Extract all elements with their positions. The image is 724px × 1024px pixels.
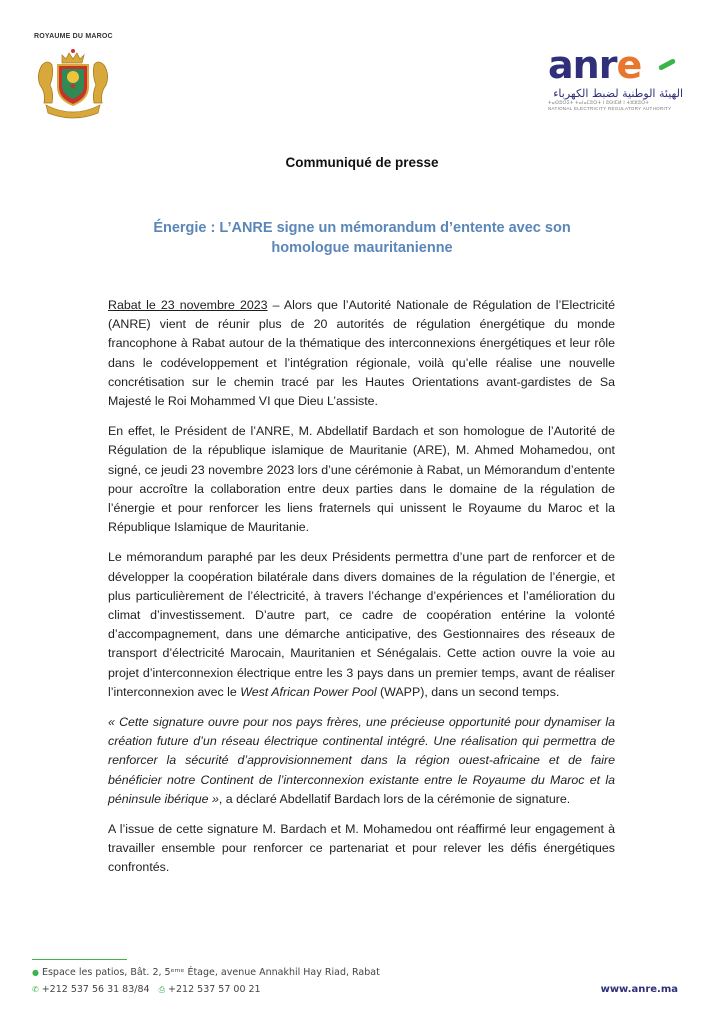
paragraph-4-quote: « Cette signature ouvre pour nos pays frères, une précieuse opportunité pour dynamiser la création future d’un réseau électrique continental intégré. Une réalisation qui permettra de renforcer la sécurité d’approvisionnement dans la région ouest-africaine et de faire bénéficier notre Continent de l’interconnexion existante entre le Royaume du Maroc et la péninsule ibérique », a déclaré Abdellatif Bardach lors de la cérémonie de signature. [108, 715, 615, 806]
dateline: Rabat le 23 novembre 2023 [108, 298, 268, 312]
anre-tifinagh-name: ⵜⴰⵙⵓⵔⵉⵜ ⵜⴰⵏⴰⵎⵓⵔⵜ ⵏ ⵓⵙⵏⵎⵍ ⵏ ⵜⵣⵣⵓⵔⵜ [548, 100, 650, 105]
headline-line-1: Énergie : L’ANRE signe un mémorandum d’entente avec son [153, 220, 571, 236]
paragraph-2: En effet, le Président de l’ANRE, M. Abdellatif Bardach et son homologue de l’Autorité de Régulation de la république islamique de Mauritanie (ARE), M. Ahmed Mohamedou, ont signé, ce jeudi 23 novembre 2023 lors d’une cérémonie à Rabat, un Mémorandum d’entente pour accroître la collaboration entre deux parties dans le domaine de la régulation de l’énergie et pour renforcer les liens fraternels qui unissent le Royaume du Maroc et la République Islamique de Mauritanie. [108, 424, 615, 535]
phone-number: +212 537 56 31 83/84 [41, 984, 150, 995]
headline-line-2: homologue mauritanienne [271, 240, 453, 256]
coat-of-arms-icon [34, 45, 112, 123]
document-type-heading: Communiqué de presse [285, 155, 439, 170]
press-release-body [108, 296, 615, 889]
anre-english-name: NATIONAL ELECTRICITY REGULATORY AUTHORITY [548, 106, 672, 111]
phone-icon: ✆ [32, 985, 39, 994]
paragraph-3: Le mémorandum paraphé par les deux Présidents permettra d’une part de renforcer et de développer la coopération bilatérale dans divers domaines de la régulation de l’énergie, et plus particulièrement de l’électricité, à travers l’échange d’expériences et l’amélioration du climat d’investissement. D’autre part, ce cadre de coopération entérine la volonté d’accompagnement, dans une démarche anticipative, des Gestionnaires des réseaux de transport d’électricité Marocain, Mauritanien et Sénégalais. Cette action ouvre la voie au projet d’interconnexion électrique entre les 3 pays dans un premier temps, avant de réaliser l’interconnexion avec le West African Power Pool (WAPP), dans un second temps. [108, 550, 615, 699]
kingdom-label: ROYAUME DU MAROC [34, 33, 113, 40]
wapp-name: West African Power Pool [240, 684, 377, 699]
footer-address: ● Espace les patios, Bât. 2, 5ᵉᵐᵉ Étage, avenue Annakhil Hay Riad, Rabat [32, 967, 380, 978]
paragraph-1: Rabat le 23 novembre 2023 – Alors que l’Autorité Nationale de Régulation de l’Electricité (ANRE) vient de réunir plus de 20 autorités de régulation énergétique du monde francophone à Rabat autour de la thématique des interconnexions énergétiques et leur rôle dans le codéveloppement et l’intégration régionale, voilà qu’elle réalise une nouvelle concrétisation sur le chemin tracé par les Hautes Orientations avant-gardistes de Sa Majesté le Roi Mohammed VI que Dieu L’assiste. [108, 298, 615, 409]
location-pin-icon: ● [32, 968, 39, 977]
anre-green-dash-icon [658, 58, 676, 71]
anre-arabic-name: الهيئة الوطنية لضبط الكهرباء [553, 87, 683, 100]
quote: « Cette signature ouvre pour nos pays frères, une précieuse opportunité pour dynamiser la création future d’un réseau électrique continental intégré. Une réalisation qui permettra de renforcer la sécurité d’approvisionnement dans la région ouest-africaine et de faire bénéficier notre Continent de l’interconnexion existante entre le Royaume du Maroc et la péninsule ibérique » [108, 715, 615, 806]
anre-logo [548, 43, 683, 112]
footer-divider [32, 959, 127, 960]
press-release-headline [120, 218, 604, 258]
website-link[interactable]: www.anre.ma [600, 984, 678, 995]
anre-wordmark: anre [548, 46, 683, 84]
footer-phones [32, 984, 261, 995]
paragraph-5: A l’issue de cette signature M. Bardach et M. Mohamedou ont réaffirmé leur engagement à travailler ensemble pour renforcer ce partenariat et pour relever les défis énergétiques confrontés. [108, 822, 615, 875]
fax-icon: ⎙ [158, 985, 166, 994]
fax-number: +212 537 57 00 21 [168, 984, 261, 995]
